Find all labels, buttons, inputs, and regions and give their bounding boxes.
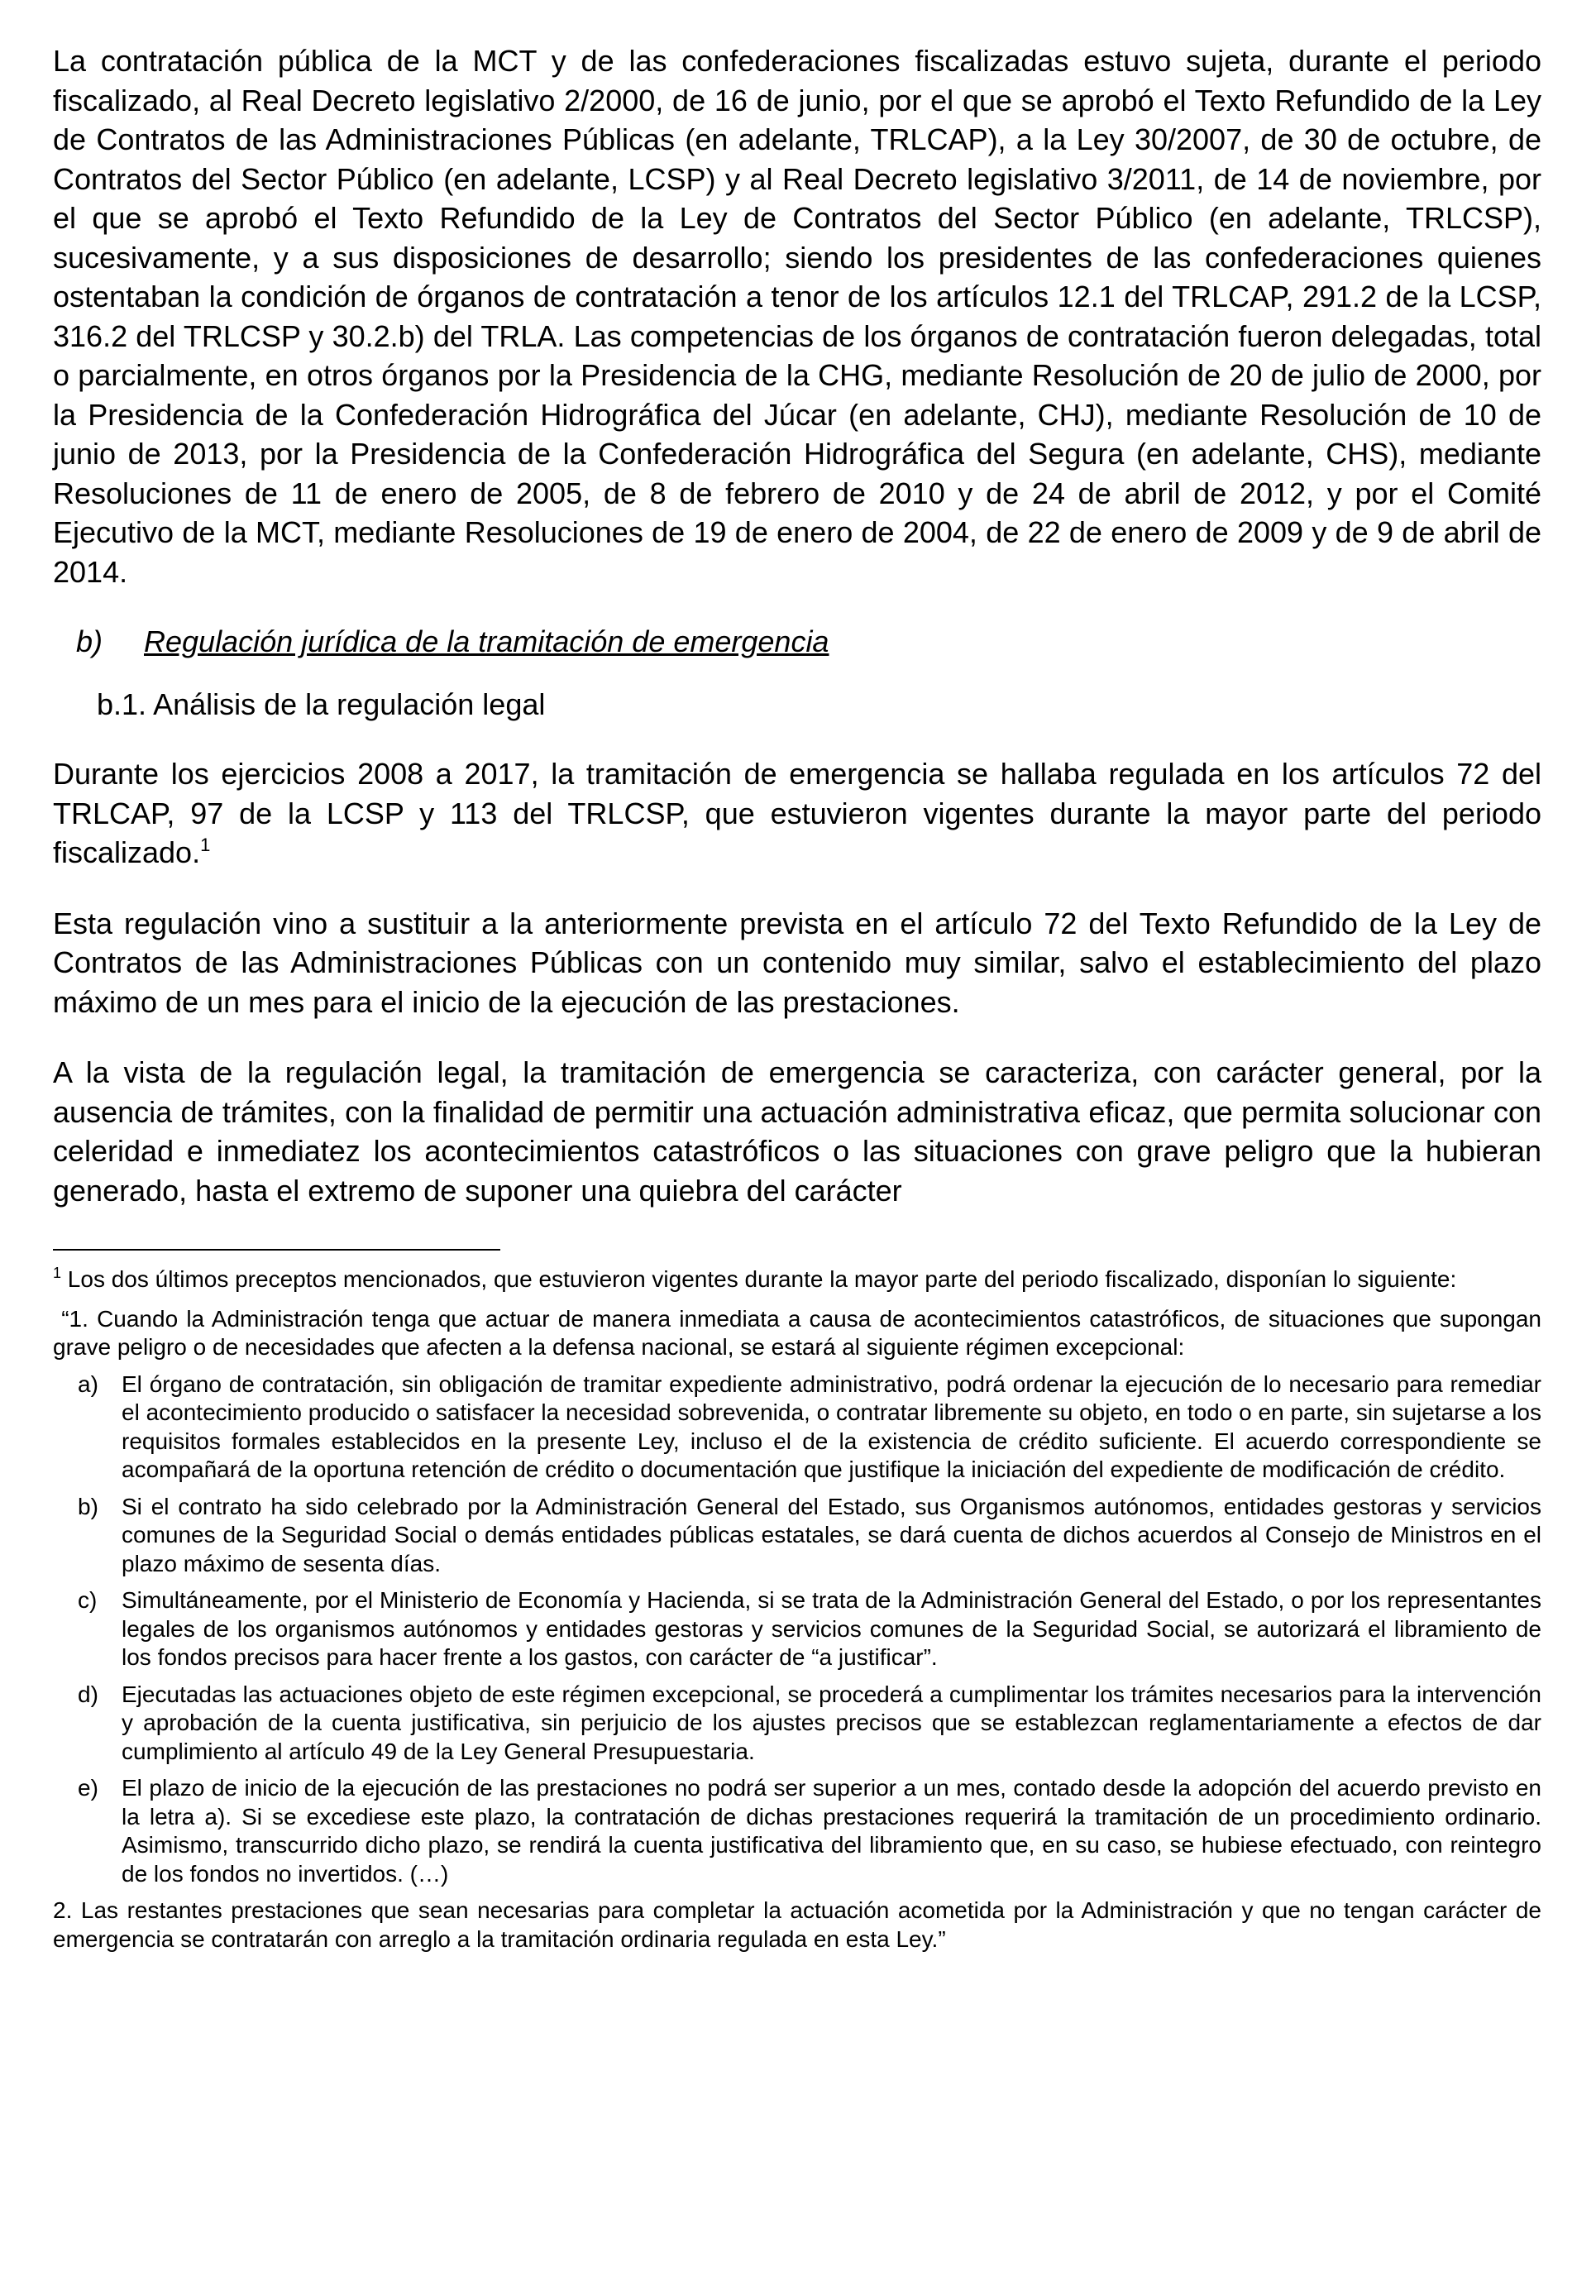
list-marker: a) xyxy=(78,1370,98,1397)
list-item-text: Simultáneamente, por el Ministerio de Economía y Hacienda, si se trata de la Administración General del Estado, o por los representantes legales de los organismos autónomos y entidades gestoras y servicios comunes de la Seguridad Social, se autorizará el libramiento de los fondos precisos para hacer frente a los gastos, con carácter de “a justificar”. xyxy=(122,1587,1541,1670)
footnote-list-item xyxy=(53,1681,1541,1767)
paragraph-tramitacion-emergencia-text: Durante los ejercicios 2008 a 2017, la tramitación de emergencia se hallaba regulada en los artículos 72 del TRLCAP, 97 de la LCSP y 113 del TRLCSP, que estuvieron vigentes durante la mayor parte del periodo fiscalizado. xyxy=(53,757,1541,869)
document-page xyxy=(53,41,1541,1954)
list-item-text: Si el contrato ha sido celebrado por la Administración General del Estado, sus Organismos autónomos, entidades gestoras y servicios comunes de la Seguridad Social o demás entidades públicas estatales, se dará cuenta de dichos acuerdos al Consejo de Ministros en el plazo máximo de sesenta días. xyxy=(122,1493,1541,1576)
list-item-text: El plazo de inicio de la ejecución de las prestaciones no podrá ser superior a un mes, contado desde la adopción del acuerdo previsto en la letra a). Si se excediese este plazo, la contratación de dichas prestaciones requerirá la tramitación de un procedimiento ordinario. Asimismo, transcurrido dicho plazo, se rendirá la cuenta justificativa del libramiento que, en su caso, se hubiese efectuado, con reintegro de los fondos no invertidos. (…) xyxy=(122,1775,1541,1887)
paragraph-tramitacion-emergencia xyxy=(53,754,1541,873)
footnote-list-item xyxy=(53,1586,1541,1672)
list-marker: c) xyxy=(78,1587,98,1613)
footnote-number: 1 xyxy=(53,1265,62,1281)
footnote-quote-intro xyxy=(53,1305,1541,1362)
footnote-intro-text: Los dos últimos preceptos mencionados, que estuvieron vigentes durante la mayor parte del periodo fiscalizado, disponían lo siguiente: xyxy=(67,1266,1457,1292)
paragraph-contratacion-publica: La contratación pública de la MCT y de las confederaciones fiscalizadas estuvo sujeta, durante el periodo fiscalizado, al Real Decreto legislativo 2/2000, de 16 de junio, por el que se aprobó el Texto Refundido de la Ley de Contratos de las Administraciones Públicas (en adelante, TRLCAP), a la Ley 30/2007, de 30 de octubre, de Contratos del Sector Público (en adelante, LCSP) y al Real Decreto legislativo 3/2011, de 14 de noviembre, por el que se aprobó el Texto Refundido de la Ley de Contratos del Sector Público (en adelante, TRLCSP), sucesivamente, y a sus disposiciones de desarrollo; siendo los presidentes de las confederaciones quienes ostentaban la condición de órganos de contratación a tenor de los artículos 12.1 del TRLCAP, 291.2 de la LCSP, 316.2 del TRLCSP y 30.2.b) del TRLA. Las competencias de los órganos de contratación fueron delegadas, total o parcialmente, en otros órganos por la Presidencia de la CHG, mediante Resolución de 20 de julio de 2000, por la Presidencia de la Confederación Hidrográfica del Júcar (en adelante, CHJ), mediante Resolución de 10 de junio de 2013, por la Presidencia de la Confederación Hidrográfica del Segura (en adelante, CHS), mediante Resoluciones de 11 de enero de 2005, de 8 de febrero de 2010 y de 24 de abril de 2012, y por el Comité Ejecutivo de la MCT, mediante Resoluciones de 19 de enero de 2004, de 22 de enero de 2009 y de 9 de abril de 2014. xyxy=(53,44,1541,589)
section-heading-b xyxy=(53,622,1541,661)
section-title: Regulación jurídica de la tramitación de emergencia xyxy=(144,624,829,658)
footnote-separator xyxy=(53,1249,500,1251)
footnote-quote-intro-text: “1. Cuando la Administración tenga que actuar de manera inmediata a causa de acontecimientos catastróficos, de situaciones que supongan grave peligro o de necesidades que afecten a la defensa nacional, se estará al siguiente régimen excepcional: xyxy=(53,1305,1542,1360)
footnote-list-item xyxy=(53,1370,1541,1485)
list-marker: e) xyxy=(78,1775,98,1801)
paragraph-vista-regulacion: A la vista de la regulación legal, la tramitación de emergencia se caracteriza, con carácter general, por la ausencia de trámites, con la finalidad de permitir una actuación administrativa eficaz, que permita solucionar con celeridad e inmediatez los acontecimientos catastróficos o las situaciones con grave peligro que la hubieran generado, hasta el extremo de suponer una quiebra del carácter xyxy=(53,1055,1541,1208)
list-marker: d) xyxy=(78,1681,98,1707)
footnote-list-item xyxy=(53,1493,1541,1579)
list-marker: b) xyxy=(78,1493,98,1519)
list-item-text: El órgano de contratación, sin obligación de tramitar expediente administrativo, podrá ordenar la ejecución de lo necesario para remediar el acontecimiento producido o satisfacer la necesidad sobrevenida, o contratar libremente su objeto, en todo o en parte, sin sujetarse a los requisitos formales establecidos en la presente Ley, incluso el de la existencia de crédito suficiente. El acuerdo correspondiente se acompañará de la oportuna retención de crédito o documentación que justifique la iniciación del expediente de modificación de crédito. xyxy=(122,1370,1541,1482)
footnote-intro xyxy=(53,1265,1541,1294)
section-letter: b) xyxy=(76,624,103,658)
subsection-heading-b1: b.1. Análisis de la regulación legal xyxy=(97,687,546,721)
footnote-reference[interactable]: 1 xyxy=(200,835,211,855)
paragraph-regulacion-anterior: Esta regulación vino a sustituir a la anteriormente prevista en el artículo 72 del Texto Refundido de la Ley de Contratos de las Administraciones Públicas con un contenido muy similar, salvo el establecimiento del plazo máximo de un mes para el inicio de la ejecución de las prestaciones. xyxy=(53,906,1541,1019)
list-item-text: Ejecutadas las actuaciones objeto de este régimen excepcional, se procederá a cumplimentar los trámites necesarios para la intervención y aprobación de la cuenta justificativa, sin perjuicio de los ajustes precisos que se establezcan reglamentariamente a efectos de dar cumplimiento al artículo 49 de la Ley General Presupuestaria. xyxy=(122,1681,1541,1764)
footnote-closing: 2. Las restantes prestaciones que sean necesarias para completar la actuación acometida por la Administración y que no tengan carácter de emergencia se contratarán con arreglo a la tramitación ordinaria regulada en esta Ley.” xyxy=(53,1897,1541,1952)
footnote-list-item xyxy=(53,1774,1541,1888)
